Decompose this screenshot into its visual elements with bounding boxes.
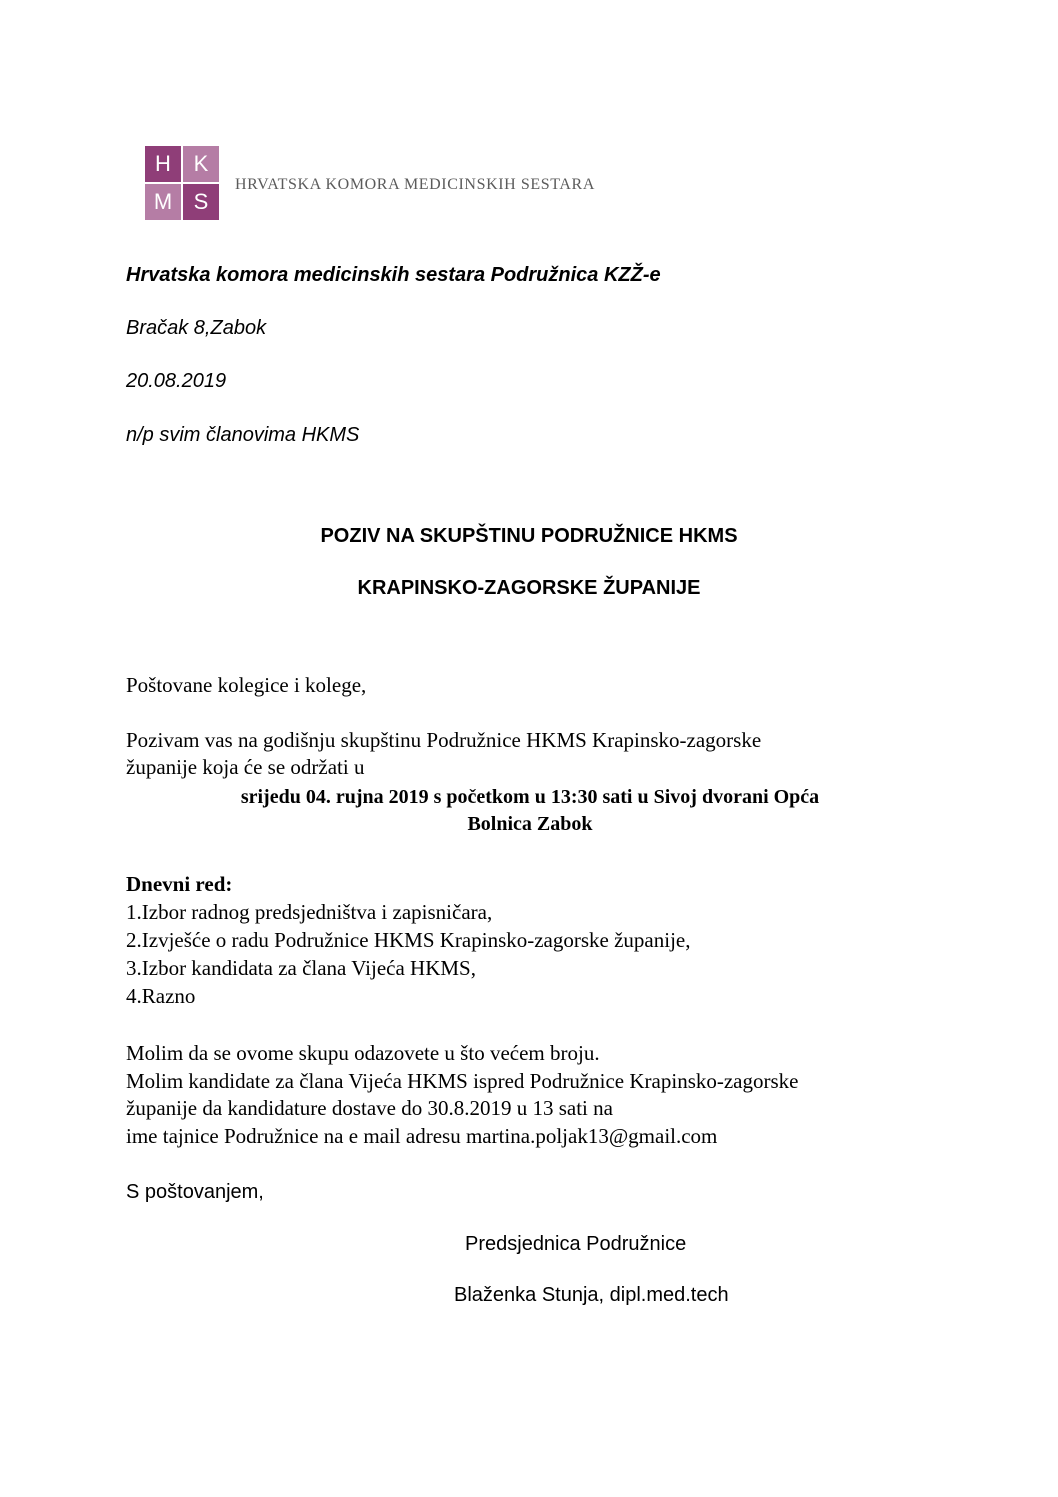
agenda-item: 1.Izbor radnog predsjedništva i zapisničara,: [126, 900, 493, 924]
closing-line-2: Molim kandidate za člana Vijeća HKMS ispred Podružnice Krapinsko-zagorske: [126, 1069, 799, 1093]
closing-line-4: ime tajnice Podružnice na e mail adresu martina.poljak13@gmail.com: [126, 1124, 718, 1148]
organization-name: Hrvatska komora medicinskih sestara Podružnica KZŽ-e: [126, 264, 661, 286]
title-line-2: KRAPINSKO-ZAGORSKE ŽUPANIJE: [357, 577, 701, 599]
invite-line-1: Pozivam vas na godišnju skupštinu Podružnice HKMS Krapinsko-zagorske: [126, 728, 762, 752]
agenda-item: 3.Izbor kandidata za člana Vijeća HKMS,: [126, 956, 476, 980]
signer-name: Blaženka Stunja, dipl.med.tech: [454, 1284, 729, 1306]
agenda-heading: Dnevni red:: [126, 872, 233, 896]
title-line-1: POZIV NA SKUPŠTINU PODRUŽNICE HKMS: [320, 525, 738, 547]
logo-letter-h: H: [145, 146, 181, 182]
date: 20.08.2019: [126, 370, 227, 392]
logo-letter-s: S: [183, 184, 219, 220]
recipient: n/p svim članovima HKMS: [126, 424, 360, 446]
signer-role: Predsjednica Podružnice: [465, 1233, 687, 1255]
regards: S poštovanjem,: [126, 1181, 264, 1203]
logo-organization-name: HRVATSKA KOMORA MEDICINSKIH SESTARA: [235, 176, 595, 193]
invite-line-2: županije koja će se održati u: [126, 755, 365, 779]
greeting: Poštovane kolegice i kolege,: [126, 673, 367, 697]
agenda-item: 2.Izvješće o radu Podružnice HKMS Krapinsko-zagorske županije,: [126, 928, 691, 952]
address: Bračak 8,Zabok: [126, 317, 267, 339]
logo-letter-k: K: [183, 146, 219, 182]
logo-letter-m: M: [145, 184, 181, 220]
event-details-line-2: Bolnica Zabok: [467, 813, 593, 835]
closing-line-3: županije da kandidature dostave do 30.8.2019 u 13 sati na: [126, 1096, 613, 1120]
closing-line-1: Molim da se ovome skupu odazovete u što većem broju.: [126, 1041, 600, 1065]
event-details-line-1: srijedu 04. rujna 2019 s početkom u 13:30 sati u Sivoj dvorani Opća: [240, 786, 820, 808]
agenda-item: 4.Razno: [126, 984, 196, 1008]
hkms-logo: [145, 146, 219, 220]
